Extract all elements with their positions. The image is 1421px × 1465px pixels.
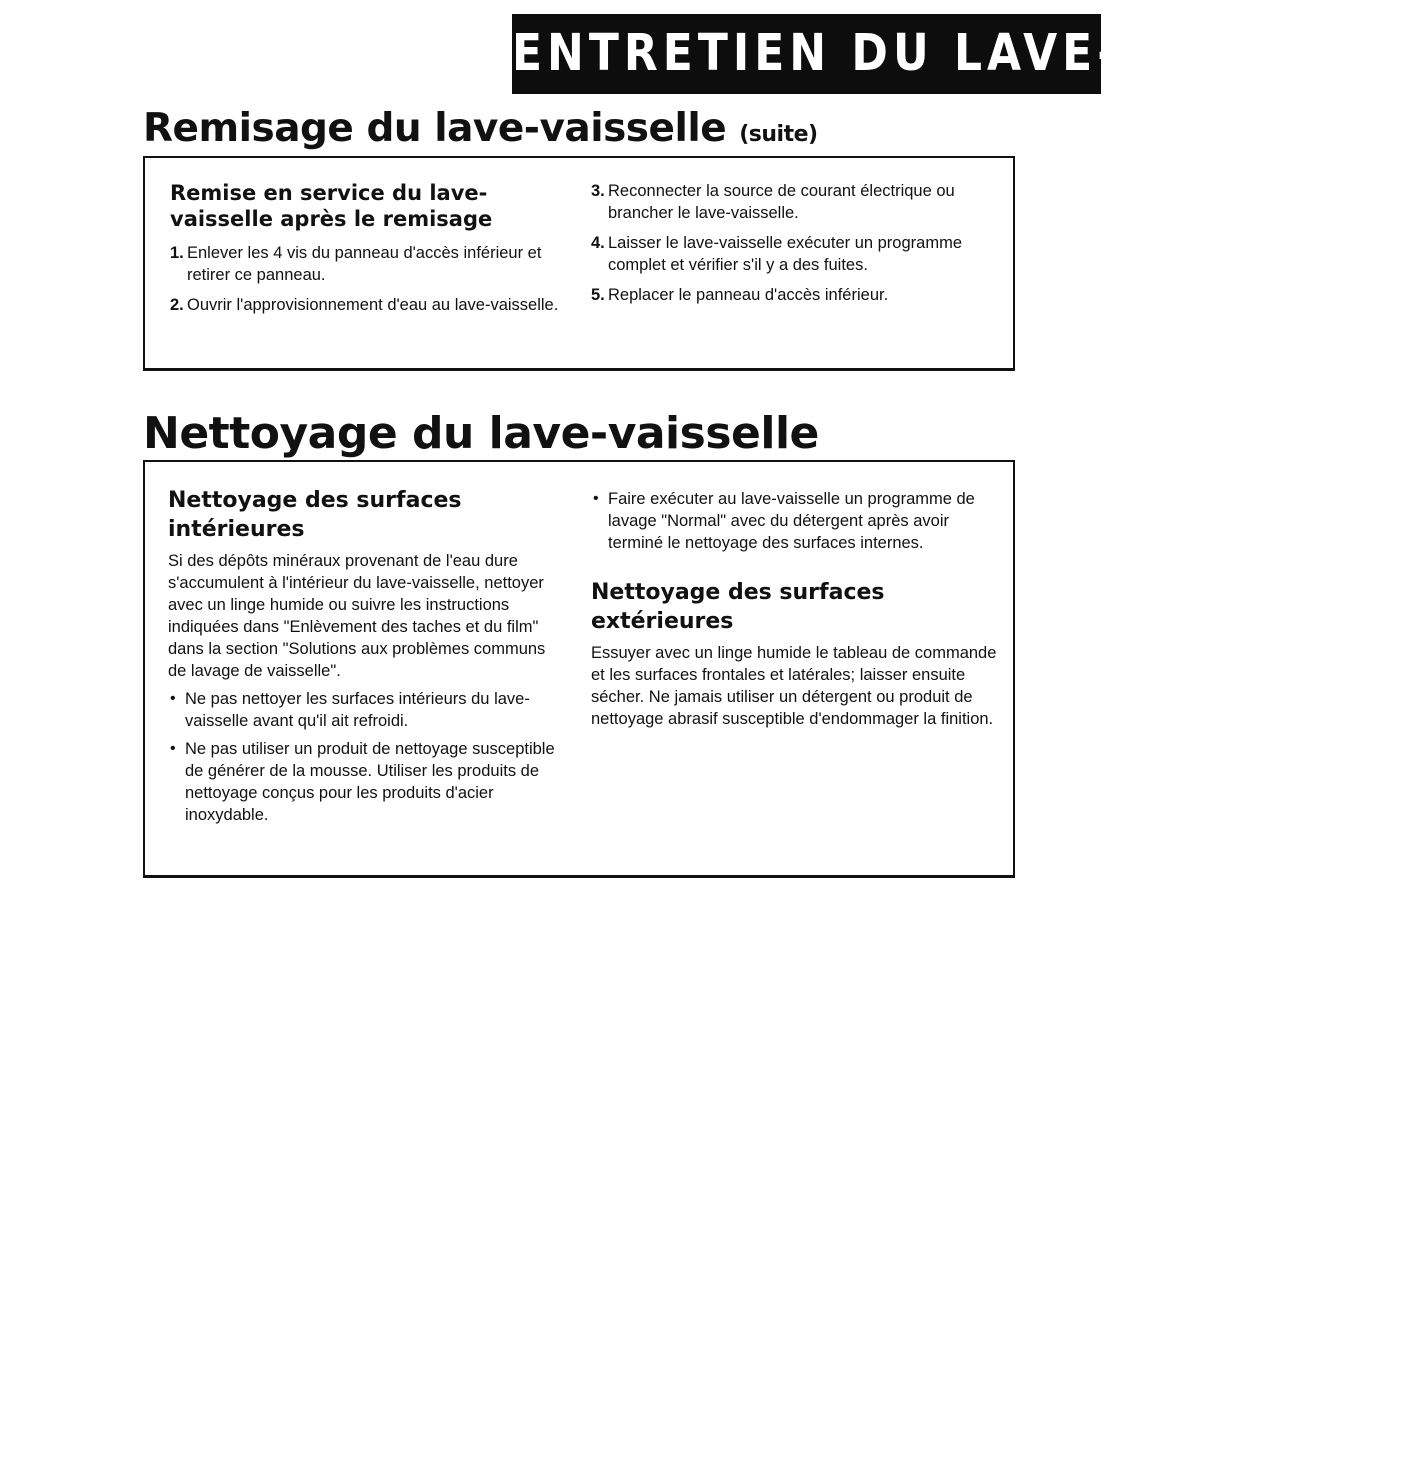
interior-title: Nettoyage des surfaces intérieures [168, 488, 462, 542]
step-number: 1. [170, 244, 184, 262]
step-text: Replacer le panneau d'accès inférieur. [608, 286, 889, 304]
storage-right-column [591, 180, 1001, 314]
exterior-title: Nettoyage des surfaces extérieures [591, 580, 885, 634]
section-title-cleaning: Nettoyage du lave-vaisselle [143, 408, 819, 459]
list-item: • Faire exécuter au lave-vaisselle un programme de lavage "Normal" avec du détergent après avoir terminé le nettoyage des surfaces internes. [591, 488, 1001, 554]
header-banner [512, 14, 1421, 94]
cleaning-right-column [591, 486, 1001, 730]
list-item [170, 294, 570, 316]
step-text: Reconnecter la source de courant électrique ou brancher le lave-vaisselle. [608, 182, 955, 222]
storage-subtitle: Remise en service du lave-vaisselle après le remisage [170, 181, 493, 231]
step-number: 4. [591, 234, 605, 252]
step-text: Enlever les 4 vis du panneau d'accès inférieur et retirer ce panneau. [187, 244, 542, 284]
storage-box [143, 156, 1015, 371]
step-text: Laisser le lave-vaisselle exécuter un programme complet et vérifier s'il y a des fuites. [608, 234, 962, 274]
spacer [591, 560, 1001, 578]
interior-paragraph: Si des dépôts minéraux provenant de l'eau dure s'accumulent à l'intérieur du lave-vaisselle, nettoyer avec un linge humide ou suivre les instructions indiquées dans "Enlèvement des taches et du film" dans la section "Solutions aux problèmes communs de lavage de vaisselle". [168, 552, 546, 680]
interior-bullets [168, 688, 568, 826]
step-number: 3. [591, 182, 605, 200]
list-item: • Ne pas nettoyer les surfaces intérieurs du lave-vaisselle avant qu'il ait refroidi. [168, 688, 568, 732]
step-number: 5. [591, 286, 605, 304]
list-item [591, 284, 1001, 306]
step-number: 2. [170, 296, 184, 314]
storage-title-suffix: (suite) [739, 122, 818, 147]
interior-bullets-continued [591, 488, 1001, 554]
banner-title: ENTRETIEN DU LAVE-VAISSELLE [512, 24, 1421, 83]
exterior-paragraph: Essuyer avec un linge humide le tableau de commande et les surfaces frontales et latérales; laisser ensuite sécher. Ne jamais utiliser un détergent ou produit de nettoyage abrasif susceptible d'endommager la finition. [591, 644, 997, 728]
step-text: Ouvrir l'approvisionnement d'eau au lave-vaisselle. [187, 296, 559, 314]
cleaning-left-column [168, 486, 568, 832]
list-item: • Ne pas utiliser un produit de nettoyage susceptible de générer de la mousse. Utiliser les produits de nettoyage conçus pour les produits d'acier inoxydable. [168, 738, 568, 826]
storage-steps-left [170, 242, 570, 316]
list-item [591, 180, 1001, 224]
list-item [170, 242, 570, 286]
list-item [591, 232, 1001, 276]
cleaning-box [143, 460, 1015, 878]
storage-left-column [170, 180, 570, 324]
section-title-storage [143, 106, 818, 151]
storage-title-text: Remisage du lave-vaisselle [143, 106, 727, 151]
storage-steps-right [591, 180, 1001, 306]
